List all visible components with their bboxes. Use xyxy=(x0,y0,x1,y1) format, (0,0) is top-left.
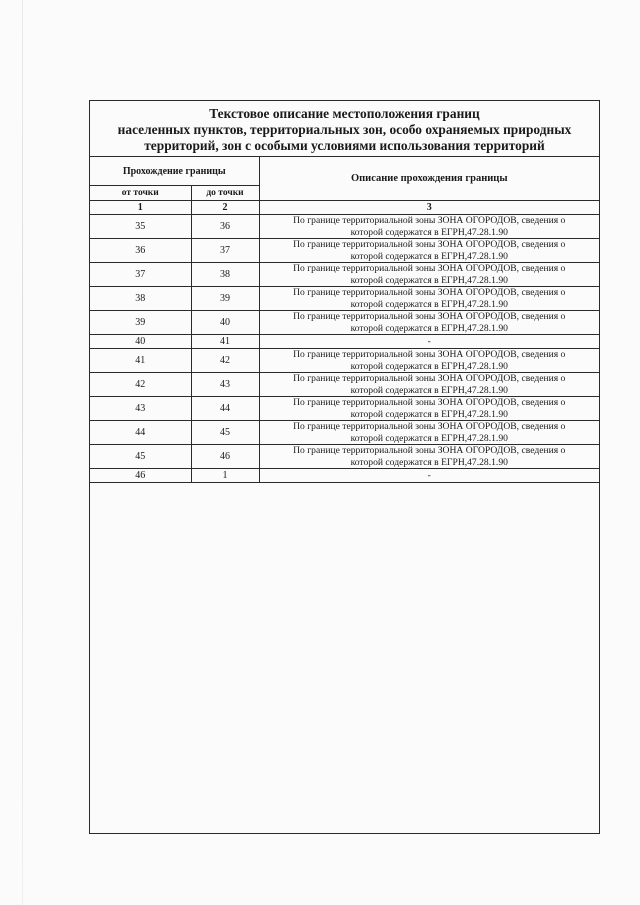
cell-to: 43 xyxy=(191,373,259,397)
cell-description: По границе территориальной зоны ЗОНА ОГОРОДОВ, сведения о которой содержатся в ЕГРН,47.28.1.90 xyxy=(259,373,599,397)
cell-from: 40 xyxy=(90,335,191,349)
cell-from: 37 xyxy=(90,263,191,287)
cell-description: По границе территориальной зоны ЗОНА ОГОРОДОВ, сведения о которой содержатся в ЕГРН,47.28.1.90 xyxy=(259,311,599,335)
cell-description: По границе территориальной зоны ЗОНА ОГОРОДОВ, сведения о которой содержатся в ЕГРН,47.28.1.90 xyxy=(259,263,599,287)
cell-to: 39 xyxy=(191,287,259,311)
cell-to: 40 xyxy=(191,311,259,335)
cell-from: 36 xyxy=(90,239,191,263)
table-row xyxy=(90,397,599,421)
cell-to: 44 xyxy=(191,397,259,421)
column-number-2: 2 xyxy=(191,201,259,215)
cell-to: 42 xyxy=(191,349,259,373)
header-to: до точки xyxy=(191,186,259,201)
cell-from: 41 xyxy=(90,349,191,373)
page-edge xyxy=(22,0,23,905)
cell-to: 45 xyxy=(191,421,259,445)
header-passage: Прохождение границы xyxy=(90,157,259,186)
cell-description: По границе территориальной зоны ЗОНА ОГОРОДОВ, сведения о которой содержатся в ЕГРН,47.28.1.90 xyxy=(259,445,599,469)
cell-from: 46 xyxy=(90,469,191,483)
header-description: Описание прохождения границы xyxy=(259,157,599,201)
table-row xyxy=(90,421,599,445)
header-from: от точки xyxy=(90,186,191,201)
cell-to: 41 xyxy=(191,335,259,349)
cell-from: 45 xyxy=(90,445,191,469)
table-row xyxy=(90,263,599,287)
cell-from: 43 xyxy=(90,397,191,421)
cell-description: По границе территориальной зоны ЗОНА ОГОРОДОВ, сведения о которой содержатся в ЕГРН,47.28.1.90 xyxy=(259,397,599,421)
column-number-3: 3 xyxy=(259,201,599,215)
table-row xyxy=(90,311,599,335)
cell-to: 1 xyxy=(191,469,259,483)
table-row xyxy=(90,239,599,263)
table-row xyxy=(90,445,599,469)
cell-description: - xyxy=(259,469,599,483)
document-title xyxy=(90,101,599,157)
cell-description: По границе территориальной зоны ЗОНА ОГОРОДОВ, сведения о которой содержатся в ЕГРН,47.28.1.90 xyxy=(259,287,599,311)
cell-to: 38 xyxy=(191,263,259,287)
title-line-1: Текстовое описание местоположения границ xyxy=(209,106,480,121)
cell-from: 42 xyxy=(90,373,191,397)
table-row xyxy=(90,469,599,483)
cell-to: 37 xyxy=(191,239,259,263)
table-row xyxy=(90,287,599,311)
column-number-1: 1 xyxy=(90,201,191,215)
cell-description: По границе территориальной зоны ЗОНА ОГОРОДОВ, сведения о которой содержатся в ЕГРН,47.28.1.90 xyxy=(259,215,599,239)
cell-description: По границе территориальной зоны ЗОНА ОГОРОДОВ, сведения о которой содержатся в ЕГРН,47.28.1.90 xyxy=(259,349,599,373)
cell-description: По границе территориальной зоны ЗОНА ОГОРОДОВ, сведения о которой содержатся в ЕГРН,47.28.1.90 xyxy=(259,239,599,263)
table-row xyxy=(90,215,599,239)
cell-to: 46 xyxy=(191,445,259,469)
cell-to: 36 xyxy=(191,215,259,239)
cell-from: 35 xyxy=(90,215,191,239)
table-row xyxy=(90,335,599,349)
boundary-table xyxy=(90,157,599,483)
cell-description: По границе территориальной зоны ЗОНА ОГОРОДОВ, сведения о которой содержатся в ЕГРН,47.28.1.90 xyxy=(259,421,599,445)
cell-from: 39 xyxy=(90,311,191,335)
table-row xyxy=(90,373,599,397)
cell-from: 38 xyxy=(90,287,191,311)
title-line-3: территорий, зон с особыми условиями использования территорий xyxy=(144,138,545,153)
document-frame xyxy=(89,100,600,834)
table-row xyxy=(90,349,599,373)
header-row xyxy=(90,157,599,186)
cell-description: - xyxy=(259,335,599,349)
title-line-2: населенных пунктов, территориальных зон, особо охраняемых природных xyxy=(117,122,572,137)
column-number-row xyxy=(90,201,599,215)
cell-from: 44 xyxy=(90,421,191,445)
